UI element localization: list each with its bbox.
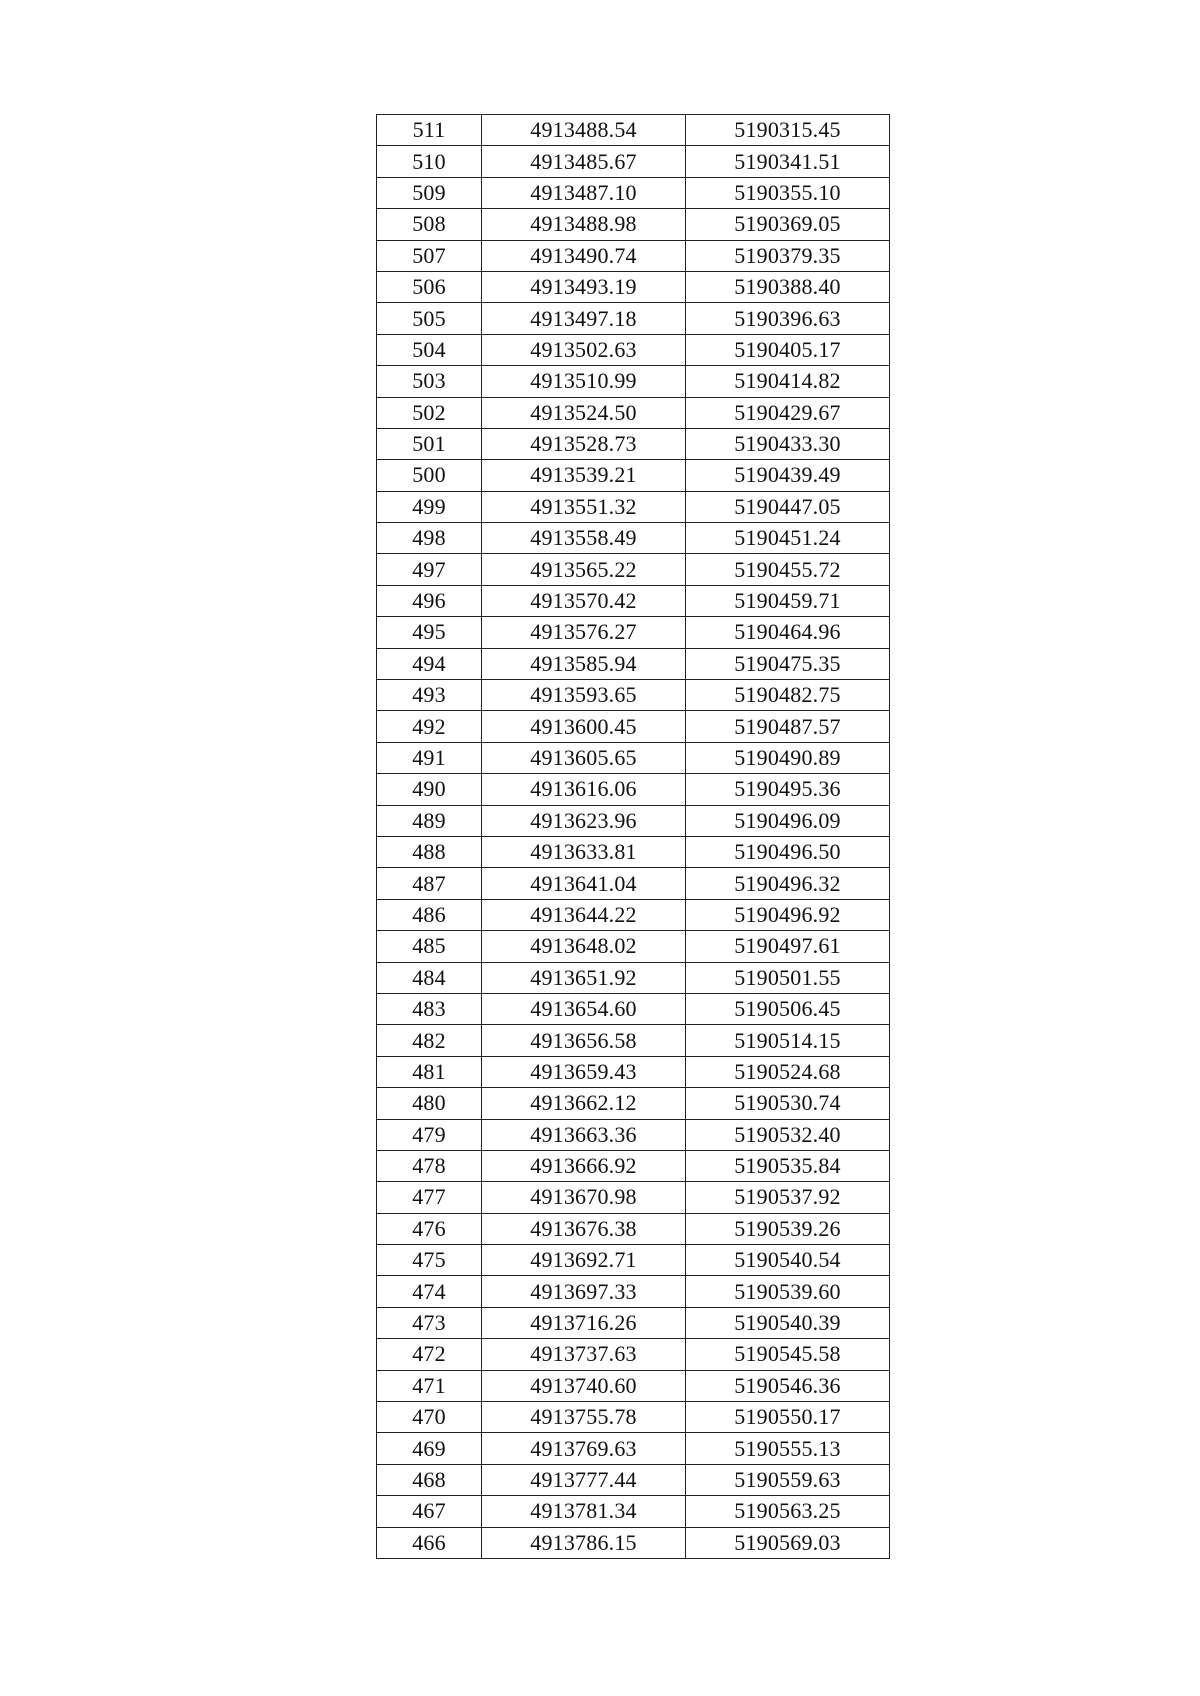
x-coordinate-cell: 4913755.78 [482, 1402, 686, 1433]
table-row [377, 774, 890, 805]
x-coordinate-cell: 4913769.63 [482, 1433, 686, 1464]
table-row [377, 271, 890, 302]
y-coordinate-cell: 5190539.26 [686, 1213, 890, 1244]
table-row [377, 1370, 890, 1401]
table-row [377, 428, 890, 459]
x-coordinate-cell: 4913524.50 [482, 397, 686, 428]
x-coordinate-cell: 4913656.58 [482, 1025, 686, 1056]
point-number-cell: 466 [377, 1527, 482, 1558]
point-number-cell: 510 [377, 146, 482, 177]
table-row [377, 1339, 890, 1370]
table-row [377, 962, 890, 993]
x-coordinate-cell: 4913670.98 [482, 1182, 686, 1213]
point-number-cell: 491 [377, 742, 482, 773]
point-number-cell: 509 [377, 177, 482, 208]
point-number-cell: 505 [377, 303, 482, 334]
table-row [377, 742, 890, 773]
x-coordinate-cell: 4913576.27 [482, 617, 686, 648]
point-number-cell: 481 [377, 1056, 482, 1087]
point-number-cell: 490 [377, 774, 482, 805]
table-row [377, 1025, 890, 1056]
table-row [377, 1088, 890, 1119]
x-coordinate-cell: 4913692.71 [482, 1245, 686, 1276]
point-number-cell: 472 [377, 1339, 482, 1370]
y-coordinate-cell: 5190530.74 [686, 1088, 890, 1119]
y-coordinate-cell: 5190447.05 [686, 491, 890, 522]
point-number-cell: 478 [377, 1150, 482, 1181]
y-coordinate-cell: 5190451.24 [686, 523, 890, 554]
point-number-cell: 499 [377, 491, 482, 522]
point-number-cell: 502 [377, 397, 482, 428]
x-coordinate-cell: 4913485.67 [482, 146, 686, 177]
y-coordinate-cell: 5190396.63 [686, 303, 890, 334]
point-number-cell: 495 [377, 617, 482, 648]
y-coordinate-cell: 5190540.39 [686, 1307, 890, 1338]
point-number-cell: 485 [377, 931, 482, 962]
x-coordinate-cell: 4913659.43 [482, 1056, 686, 1087]
table-row [377, 1119, 890, 1150]
table-row [377, 1245, 890, 1276]
x-coordinate-cell: 4913605.65 [482, 742, 686, 773]
y-coordinate-cell: 5190537.92 [686, 1182, 890, 1213]
x-coordinate-cell: 4913539.21 [482, 460, 686, 491]
table-row [377, 931, 890, 962]
x-coordinate-cell: 4913648.02 [482, 931, 686, 962]
x-coordinate-cell: 4913654.60 [482, 993, 686, 1024]
table-row [377, 209, 890, 240]
table-row [377, 680, 890, 711]
x-coordinate-cell: 4913697.33 [482, 1276, 686, 1307]
x-coordinate-cell: 4913493.19 [482, 271, 686, 302]
table-row [377, 303, 890, 334]
x-coordinate-cell: 4913510.99 [482, 366, 686, 397]
point-number-cell: 498 [377, 523, 482, 554]
x-coordinate-cell: 4913666.92 [482, 1150, 686, 1181]
y-coordinate-cell: 5190341.51 [686, 146, 890, 177]
table-row [377, 1307, 890, 1338]
x-coordinate-cell: 4913488.54 [482, 115, 686, 146]
y-coordinate-cell: 5190315.45 [686, 115, 890, 146]
point-number-cell: 508 [377, 209, 482, 240]
y-coordinate-cell: 5190379.35 [686, 240, 890, 271]
point-number-cell: 511 [377, 115, 482, 146]
x-coordinate-cell: 4913558.49 [482, 523, 686, 554]
y-coordinate-cell: 5190459.71 [686, 585, 890, 616]
point-number-cell: 474 [377, 1276, 482, 1307]
table-row [377, 1150, 890, 1181]
coordinates-table [376, 114, 890, 1559]
y-coordinate-cell: 5190563.25 [686, 1496, 890, 1527]
point-number-cell: 483 [377, 993, 482, 1024]
table-row [377, 1056, 890, 1087]
y-coordinate-cell: 5190490.89 [686, 742, 890, 773]
y-coordinate-cell: 5190355.10 [686, 177, 890, 208]
y-coordinate-cell: 5190524.68 [686, 1056, 890, 1087]
point-number-cell: 482 [377, 1025, 482, 1056]
point-number-cell: 500 [377, 460, 482, 491]
table-row [377, 1433, 890, 1464]
x-coordinate-cell: 4913737.63 [482, 1339, 686, 1370]
point-number-cell: 503 [377, 366, 482, 397]
y-coordinate-cell: 5190550.17 [686, 1402, 890, 1433]
table-row [377, 993, 890, 1024]
point-number-cell: 488 [377, 836, 482, 867]
table-row [377, 617, 890, 648]
table-row [377, 805, 890, 836]
table-row [377, 177, 890, 208]
point-number-cell: 496 [377, 585, 482, 616]
x-coordinate-cell: 4913663.36 [482, 1119, 686, 1150]
x-coordinate-cell: 4913644.22 [482, 899, 686, 930]
y-coordinate-cell: 5190433.30 [686, 428, 890, 459]
table-row [377, 1527, 890, 1558]
x-coordinate-cell: 4913502.63 [482, 334, 686, 365]
y-coordinate-cell: 5190555.13 [686, 1433, 890, 1464]
x-coordinate-cell: 4913490.74 [482, 240, 686, 271]
y-coordinate-cell: 5190439.49 [686, 460, 890, 491]
table-row [377, 240, 890, 271]
coordinates-table-body [377, 115, 890, 1559]
point-number-cell: 476 [377, 1213, 482, 1244]
table-row [377, 1276, 890, 1307]
x-coordinate-cell: 4913623.96 [482, 805, 686, 836]
y-coordinate-cell: 5190475.35 [686, 648, 890, 679]
y-coordinate-cell: 5190496.92 [686, 899, 890, 930]
x-coordinate-cell: 4913600.45 [482, 711, 686, 742]
table-row [377, 1182, 890, 1213]
y-coordinate-cell: 5190497.61 [686, 931, 890, 962]
point-number-cell: 507 [377, 240, 482, 271]
point-number-cell: 501 [377, 428, 482, 459]
table-row [377, 523, 890, 554]
y-coordinate-cell: 5190506.45 [686, 993, 890, 1024]
point-number-cell: 484 [377, 962, 482, 993]
y-coordinate-cell: 5190514.15 [686, 1025, 890, 1056]
x-coordinate-cell: 4913487.10 [482, 177, 686, 208]
point-number-cell: 506 [377, 271, 482, 302]
point-number-cell: 475 [377, 1245, 482, 1276]
x-coordinate-cell: 4913497.18 [482, 303, 686, 334]
y-coordinate-cell: 5190405.17 [686, 334, 890, 365]
x-coordinate-cell: 4913676.38 [482, 1213, 686, 1244]
point-number-cell: 492 [377, 711, 482, 742]
y-coordinate-cell: 5190414.82 [686, 366, 890, 397]
y-coordinate-cell: 5190455.72 [686, 554, 890, 585]
x-coordinate-cell: 4913528.73 [482, 428, 686, 459]
y-coordinate-cell: 5190559.63 [686, 1464, 890, 1495]
x-coordinate-cell: 4913777.44 [482, 1464, 686, 1495]
x-coordinate-cell: 4913551.32 [482, 491, 686, 522]
y-coordinate-cell: 5190535.84 [686, 1150, 890, 1181]
point-number-cell: 493 [377, 680, 482, 711]
y-coordinate-cell: 5190569.03 [686, 1527, 890, 1558]
point-number-cell: 489 [377, 805, 482, 836]
y-coordinate-cell: 5190487.57 [686, 711, 890, 742]
y-coordinate-cell: 5190388.40 [686, 271, 890, 302]
table-row [377, 868, 890, 899]
y-coordinate-cell: 5190545.58 [686, 1339, 890, 1370]
point-number-cell: 504 [377, 334, 482, 365]
point-number-cell: 468 [377, 1464, 482, 1495]
x-coordinate-cell: 4913488.98 [482, 209, 686, 240]
table-row [377, 1402, 890, 1433]
y-coordinate-cell: 5190496.09 [686, 805, 890, 836]
point-number-cell: 486 [377, 899, 482, 930]
x-coordinate-cell: 4913662.12 [482, 1088, 686, 1119]
y-coordinate-cell: 5190369.05 [686, 209, 890, 240]
y-coordinate-cell: 5190540.54 [686, 1245, 890, 1276]
y-coordinate-cell: 5190539.60 [686, 1276, 890, 1307]
point-number-cell: 470 [377, 1402, 482, 1433]
point-number-cell: 497 [377, 554, 482, 585]
point-number-cell: 487 [377, 868, 482, 899]
point-number-cell: 471 [377, 1370, 482, 1401]
y-coordinate-cell: 5190496.32 [686, 868, 890, 899]
y-coordinate-cell: 5190429.67 [686, 397, 890, 428]
table-row [377, 366, 890, 397]
table-row [377, 711, 890, 742]
x-coordinate-cell: 4913570.42 [482, 585, 686, 616]
table-row [377, 899, 890, 930]
table-row [377, 460, 890, 491]
table-row [377, 334, 890, 365]
point-number-cell: 479 [377, 1119, 482, 1150]
x-coordinate-cell: 4913593.65 [482, 680, 686, 711]
x-coordinate-cell: 4913633.81 [482, 836, 686, 867]
table-row [377, 836, 890, 867]
table-row [377, 554, 890, 585]
y-coordinate-cell: 5190482.75 [686, 680, 890, 711]
table-row [377, 146, 890, 177]
y-coordinate-cell: 5190495.36 [686, 774, 890, 805]
x-coordinate-cell: 4913651.92 [482, 962, 686, 993]
x-coordinate-cell: 4913585.94 [482, 648, 686, 679]
table-row [377, 1464, 890, 1495]
x-coordinate-cell: 4913740.60 [482, 1370, 686, 1401]
point-number-cell: 473 [377, 1307, 482, 1338]
table-row [377, 648, 890, 679]
table-row [377, 491, 890, 522]
point-number-cell: 477 [377, 1182, 482, 1213]
table-row [377, 1496, 890, 1527]
x-coordinate-cell: 4913786.15 [482, 1527, 686, 1558]
table-row [377, 585, 890, 616]
table-row [377, 115, 890, 146]
x-coordinate-cell: 4913641.04 [482, 868, 686, 899]
point-number-cell: 480 [377, 1088, 482, 1119]
x-coordinate-cell: 4913716.26 [482, 1307, 686, 1338]
point-number-cell: 494 [377, 648, 482, 679]
table-row [377, 1213, 890, 1244]
y-coordinate-cell: 5190546.36 [686, 1370, 890, 1401]
point-number-cell: 467 [377, 1496, 482, 1527]
y-coordinate-cell: 5190532.40 [686, 1119, 890, 1150]
point-number-cell: 469 [377, 1433, 482, 1464]
y-coordinate-cell: 5190496.50 [686, 836, 890, 867]
y-coordinate-cell: 5190501.55 [686, 962, 890, 993]
x-coordinate-cell: 4913616.06 [482, 774, 686, 805]
x-coordinate-cell: 4913565.22 [482, 554, 686, 585]
x-coordinate-cell: 4913781.34 [482, 1496, 686, 1527]
table-row [377, 397, 890, 428]
y-coordinate-cell: 5190464.96 [686, 617, 890, 648]
